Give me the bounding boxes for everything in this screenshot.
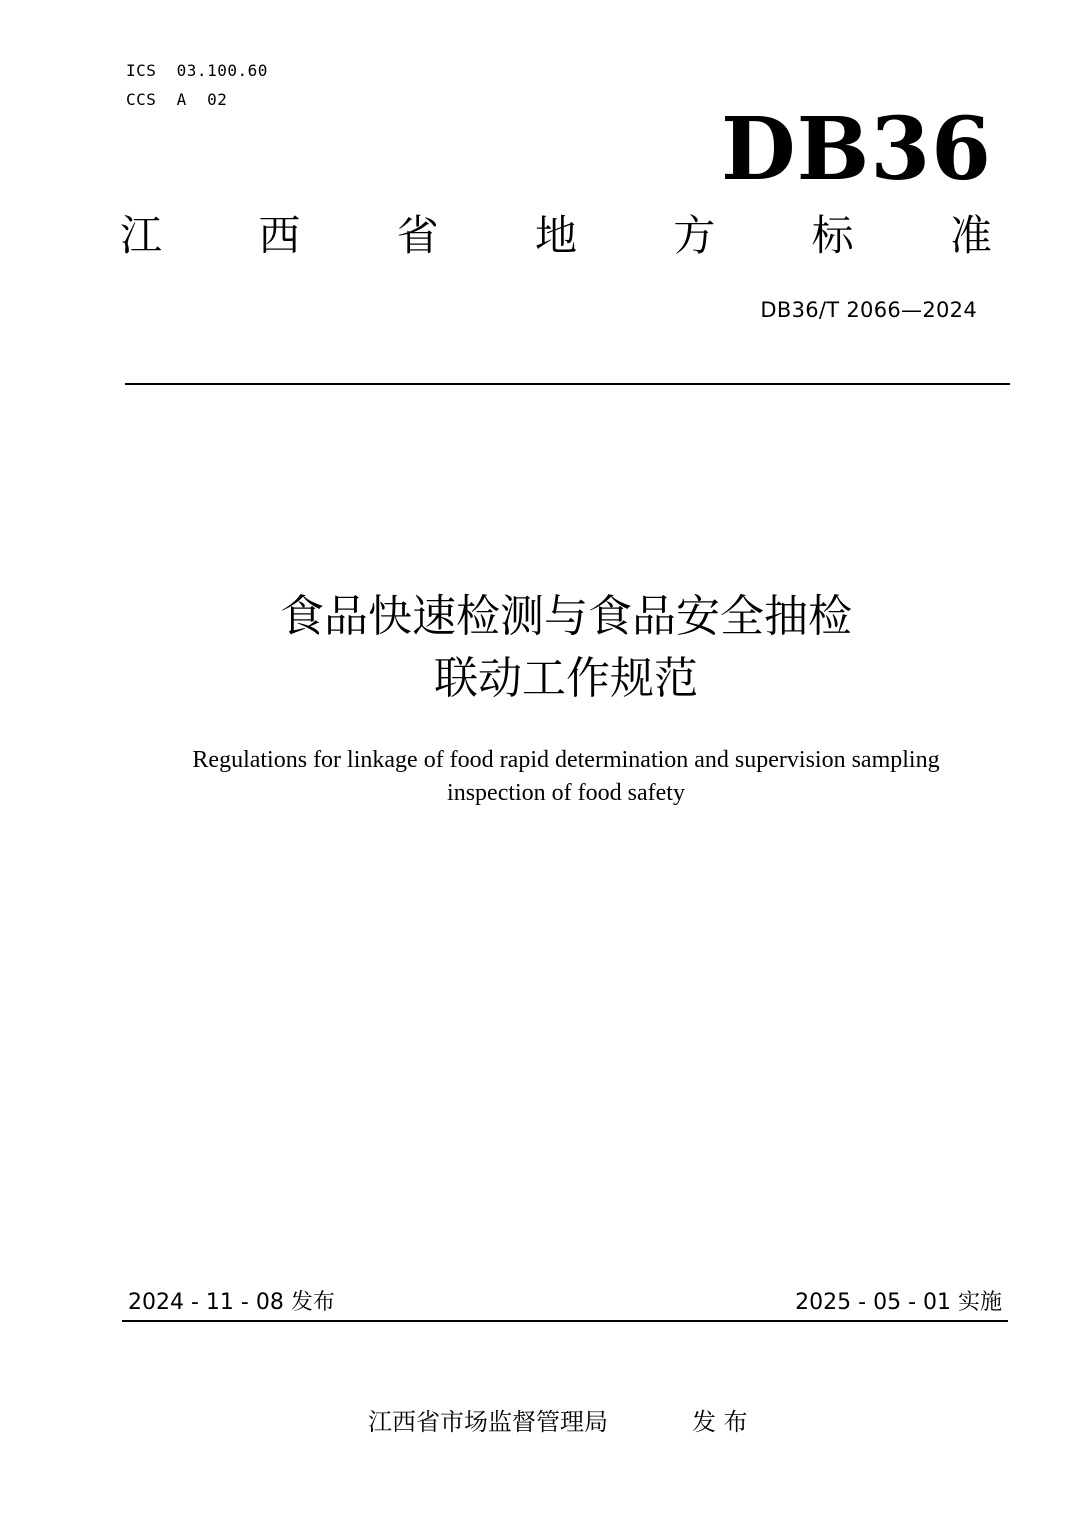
standard-type-char: 地	[534, 211, 577, 260]
bottom-divider	[122, 1320, 1008, 1322]
db36-logo: DB36	[721, 99, 992, 200]
chinese-title-line-2: 联动工作规范	[434, 653, 698, 704]
standard-type-char: 省	[396, 211, 439, 260]
english-title-line-2: inspection of food safety	[447, 780, 685, 806]
standard-type-char: 西	[258, 211, 301, 260]
issue-date: 2024 - 11 - 08 发布	[128, 1290, 335, 1315]
chinese-title	[0, 586, 1080, 710]
publisher-name: 江西省市场监督管理局	[368, 1408, 608, 1436]
standard-type-char: 江	[120, 211, 163, 260]
standard-type-heading	[120, 208, 992, 264]
english-title-line-1: Regulations for linkage of food rapid determination and supervision sampling	[192, 747, 940, 773]
ccs-code: CCS A 02	[126, 90, 228, 109]
chinese-title-line-1: 食品快速检测与食品安全抽检	[280, 591, 852, 642]
classification-codes	[126, 56, 268, 114]
standard-number: DB36/T 2066—2024	[760, 298, 977, 322]
standard-type-char: 标	[811, 211, 854, 260]
top-divider	[125, 383, 1010, 385]
standard-type-char: 准	[949, 211, 992, 260]
publish-label: 发 布	[692, 1408, 748, 1436]
english-title	[0, 744, 1080, 810]
standard-type-char: 方	[673, 211, 716, 260]
ics-code: ICS 03.100.60	[126, 61, 268, 80]
implementation-date: 2025 - 05 - 01 实施	[795, 1290, 1002, 1315]
